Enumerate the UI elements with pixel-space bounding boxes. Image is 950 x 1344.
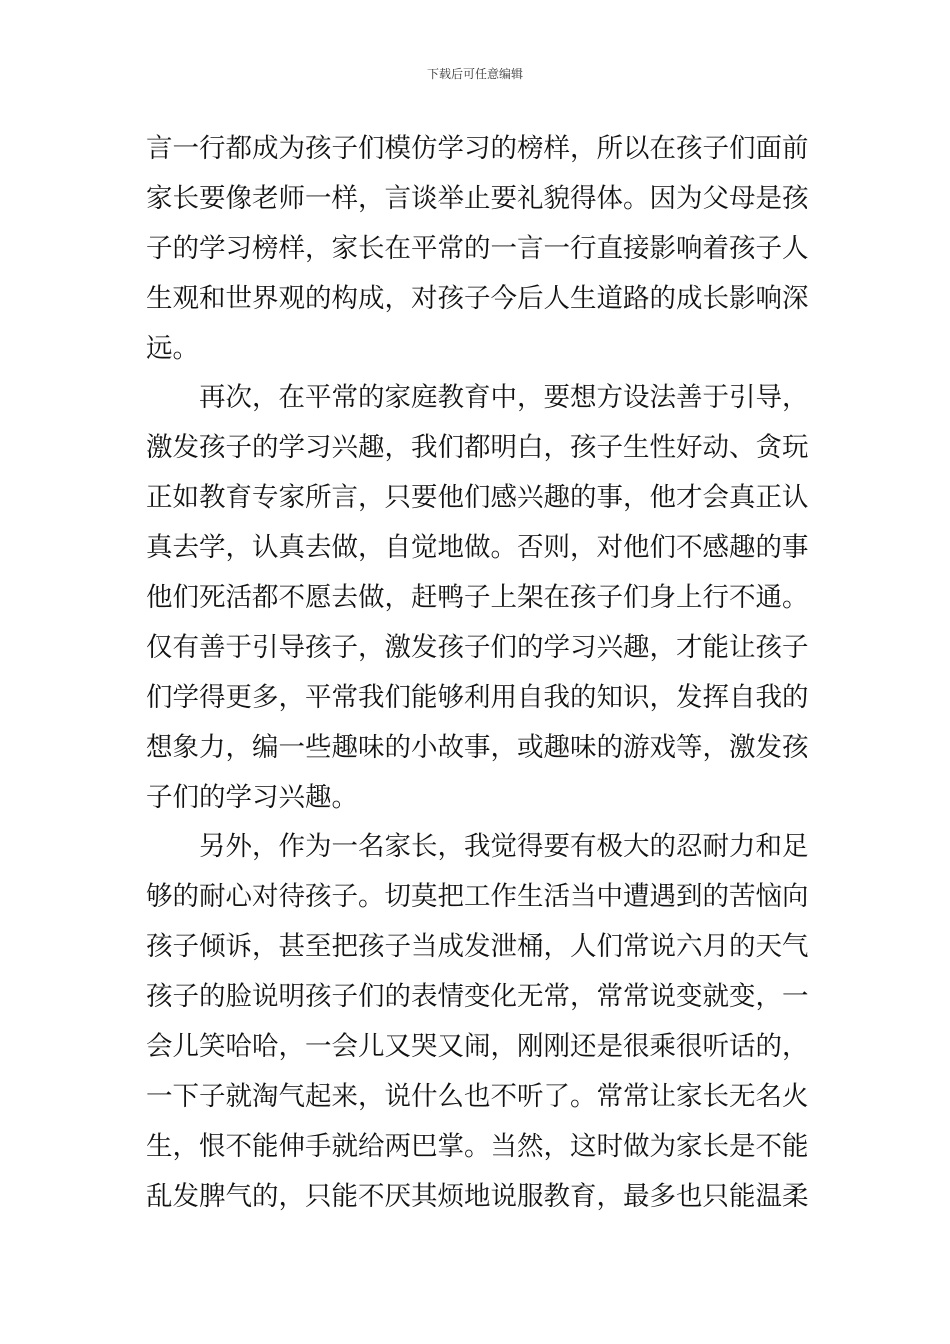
text-line: 子的学习榜样，家长在平常的一言一行直接影响着孩子人 [146,232,809,264]
text-line: 远。 [146,332,199,364]
text-line: 生观和世界观的构成，对孩子今后人生道路的成长影响深 [146,282,809,314]
text-line: 家长要像老师一样，言谈举止要礼貌得体。因为父母是孩 [146,182,809,214]
text-line: 激发孩子的学习兴趣，我们都明白，孩子生性好动、贪玩 [146,432,809,464]
document-body [146,124,810,1222]
text-line: 仅有善于引导孩子，激发孩子们的学习兴趣，才能让孩子 [146,631,809,663]
page-header: 下载后可任意编辑 [426,67,523,81]
text-line: 们学得更多，平常我们能够利用自我的知识，发挥自我的 [146,681,809,713]
text-line: 会儿笑哈哈，一会儿又哭又闹，刚刚还是很乘很听话的， [146,1031,809,1063]
text-line: 子们的学习兴趣。 [146,781,358,813]
text-line: 另外，作为一名家长，我觉得要有极大的忍耐力和足 [199,831,809,863]
text-line: 一下子就淘气起来，说什么也不听了。常常让家长无名火 [146,1080,809,1112]
text-line: 他们死活都不愿去做，赶鸭子上架在孩子们身上行不通。 [146,582,809,614]
text-line: 乱发脾气的，只能不厌其烦地说服教育，最多也只能温柔 [146,1180,809,1212]
text-line: 正如教育专家所言，只要他们感兴趣的事，他才会真正认 [146,482,809,514]
text-line: 孩子的脸说明孩子们的表情变化无常，常常说变就变，一 [146,981,809,1013]
text-line: 再次，在平常的家庭教育中，要想方设法善于引导， [199,382,809,414]
text-line: 生，恨不能伸手就给两巴掌。当然，这时做为家长是不能 [146,1130,809,1162]
text-line: 真去学，认真去做，自觉地做。否则，对他们不感趣的事 [146,532,809,564]
text-line: 够的耐心对待孩子。切莫把工作生活当中遭遇到的苦恼向 [146,881,809,913]
text-line: 想象力，编一些趣味的小故事，或趣味的游戏等，激发孩 [146,731,809,763]
text-line: 孩子倾诉，甚至把孩子当成发泄桶，人们常说六月的天气 [146,931,809,963]
text-line: 言一行都成为孩子们模仿学习的榜样，所以在孩子们面前 [146,133,809,164]
